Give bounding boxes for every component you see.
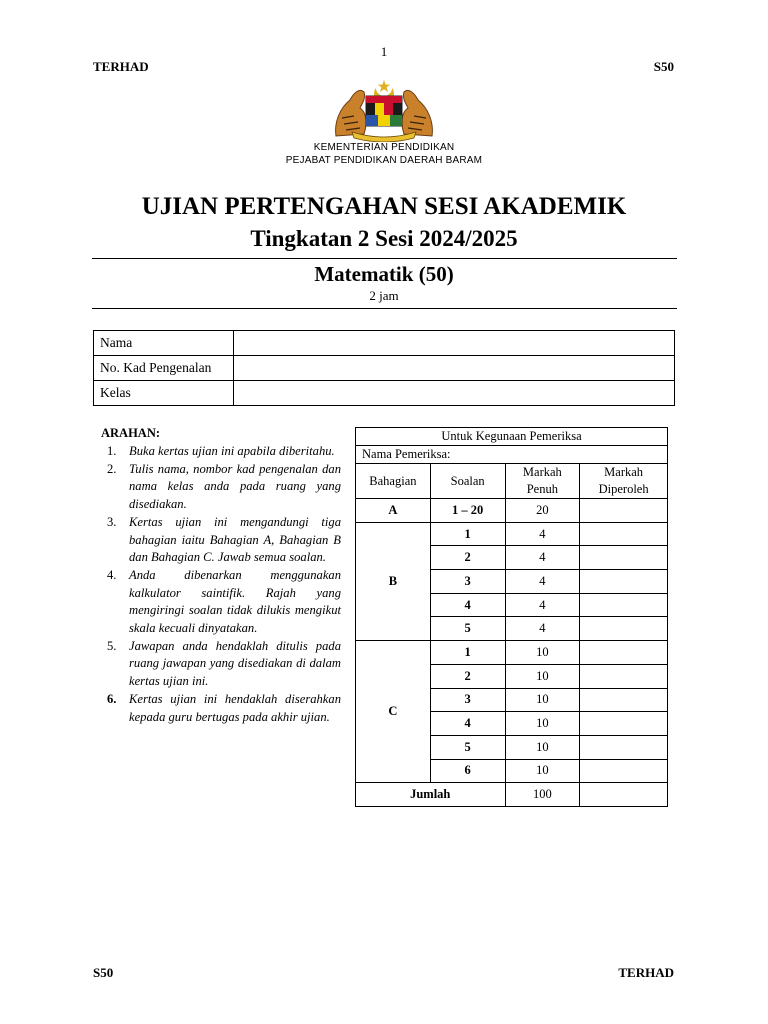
question-number: 1 <box>430 522 505 546</box>
full-mark: 10 <box>505 688 580 712</box>
instruction-text: Anda dibenarkan menggunakan kalkulator saintifik. Rajah yang mengiringi soalan tidak dilukis mengikut skala kecuali dinyatakan. <box>129 567 341 636</box>
header-classification: TERHAD <box>93 59 149 74</box>
full-mark: 10 <box>505 735 580 759</box>
name-label: Nama <box>94 331 234 356</box>
header-soalan: Soalan <box>430 464 505 499</box>
full-mark: 4 <box>505 546 580 570</box>
instruction-text: Kertas ujian ini hendaklah diserahkan kepada guru bertugas pada akhir ujian. <box>129 691 341 724</box>
obtained-mark-field[interactable] <box>580 664 668 688</box>
full-mark: 10 <box>505 664 580 688</box>
total-full-mark: 100 <box>505 783 580 807</box>
instruction-item <box>101 514 341 567</box>
question-number: 3 <box>430 688 505 712</box>
instruction-text: Buka kertas ujian ini apabila diberitahu. <box>129 444 335 458</box>
divider-top <box>92 258 677 259</box>
total-obtained-field[interactable] <box>580 783 668 807</box>
obtained-mark-field[interactable] <box>580 617 668 641</box>
candidate-info-table <box>93 330 675 406</box>
instruction-number: 2. <box>107 461 117 476</box>
table-row-total <box>356 783 668 807</box>
instruction-item <box>101 567 341 638</box>
instruction-item <box>101 638 341 691</box>
instruction-number: 6. <box>107 691 117 706</box>
candidate-info-row <box>94 356 675 381</box>
obtained-mark-field[interactable] <box>580 712 668 736</box>
header-markah-diperoleh-line1: Markah <box>604 465 644 479</box>
header-markah-penuh <box>505 464 580 499</box>
footer-paper-code: S50 <box>93 965 114 980</box>
instruction-item <box>101 691 341 726</box>
instruction-number: 3. <box>107 514 117 529</box>
ic-number-label: No. Kad Pengenalan <box>94 356 234 381</box>
header-markah-penuh-line2: Penuh <box>526 482 558 496</box>
crest-emblem-icon <box>330 78 438 142</box>
examiner-table-title: Untuk Kegunaan Pemeriksa <box>356 428 668 446</box>
section-a-label: A <box>356 499 431 523</box>
candidate-info-row <box>94 381 675 406</box>
full-mark: 10 <box>505 641 580 665</box>
question-number: 4 <box>430 593 505 617</box>
question-number: 2 <box>430 546 505 570</box>
question-number: 2 <box>430 664 505 688</box>
table-row <box>356 522 668 546</box>
full-mark: 4 <box>505 570 580 594</box>
instruction-number: 5. <box>107 638 117 653</box>
instruction-number: 4. <box>107 567 117 582</box>
full-mark: 20 <box>505 499 580 523</box>
instruction-text: Tulis nama, nombor kad pengenalan dan nama kelas anda pada ruang yang disediakan. <box>129 461 341 512</box>
exam-form-session: Tingkatan 2 Sesi 2024/2025 <box>250 226 518 251</box>
name-field[interactable] <box>234 331 675 356</box>
question-number: 6 <box>430 759 505 783</box>
question-number: 4 <box>430 712 505 736</box>
section-c-label: C <box>356 641 431 783</box>
obtained-mark-field[interactable] <box>580 546 668 570</box>
obtained-mark-field[interactable] <box>580 688 668 712</box>
divider-bottom <box>92 308 677 309</box>
table-row <box>356 641 668 665</box>
header-markah-diperoleh-line2: Diperoleh <box>598 482 649 496</box>
header-bahagian: Bahagian <box>356 464 431 499</box>
candidate-info-row <box>94 331 675 356</box>
instructions-list <box>101 443 341 726</box>
question-number: 5 <box>430 735 505 759</box>
header-paper-code: S50 <box>653 59 674 74</box>
instruction-item <box>101 443 341 461</box>
obtained-mark-field[interactable] <box>580 735 668 759</box>
ministry-name: KEMENTERIAN PENDIDIKAN <box>313 142 455 153</box>
obtained-mark-field[interactable] <box>580 593 668 617</box>
obtained-mark-field[interactable] <box>580 570 668 594</box>
instruction-text: Kertas ujian ini mengandungi tiga bahagian iaitu Bahagian A, Bahagian B dan Bahagian C. Jawab semua soalan. <box>129 514 341 565</box>
question-number: 1 – 20 <box>430 499 505 523</box>
examiner-name-field[interactable]: Nama Pemeriksa: <box>356 446 668 464</box>
district-office-name: PEJABAT PENDIDIKAN DAERAH BARAM <box>285 155 483 166</box>
question-number: 5 <box>430 617 505 641</box>
question-number: 1 <box>430 641 505 665</box>
class-field[interactable] <box>234 381 675 406</box>
full-mark: 10 <box>505 759 580 783</box>
full-mark: 4 <box>505 593 580 617</box>
examiner-marks-table <box>355 427 668 807</box>
obtained-mark-field[interactable] <box>580 641 668 665</box>
instruction-item <box>101 461 341 514</box>
question-number: 3 <box>430 570 505 594</box>
full-mark: 10 <box>505 712 580 736</box>
subject-title: Matematik (50) <box>314 262 454 286</box>
full-mark: 4 <box>505 617 580 641</box>
instruction-number: 1. <box>107 444 117 458</box>
exam-duration: 2 jam <box>369 288 399 303</box>
footer-classification: TERHAD <box>618 965 674 980</box>
table-row <box>356 499 668 523</box>
header-markah-diperoleh <box>580 464 668 499</box>
section-b-label: B <box>356 522 431 640</box>
header-markah-penuh-line1: Markah <box>522 465 562 479</box>
obtained-mark-field[interactable] <box>580 759 668 783</box>
total-label: Jumlah <box>356 783 506 807</box>
ic-number-field[interactable] <box>234 356 675 381</box>
instruction-text: Jawapan anda hendaklah ditulis pada ruang jawapan yang disediakan di dalam kertas ujian ini. <box>129 638 341 689</box>
exam-title: UJIAN PERTENGAHAN SESI AKADEMIK <box>141 193 627 220</box>
class-label: Kelas <box>94 381 234 406</box>
instructions-heading: ARAHAN: <box>101 426 161 440</box>
obtained-mark-field[interactable] <box>580 499 668 523</box>
page-number: 1 <box>380 44 388 59</box>
full-mark: 4 <box>505 522 580 546</box>
obtained-mark-field[interactable] <box>580 522 668 546</box>
